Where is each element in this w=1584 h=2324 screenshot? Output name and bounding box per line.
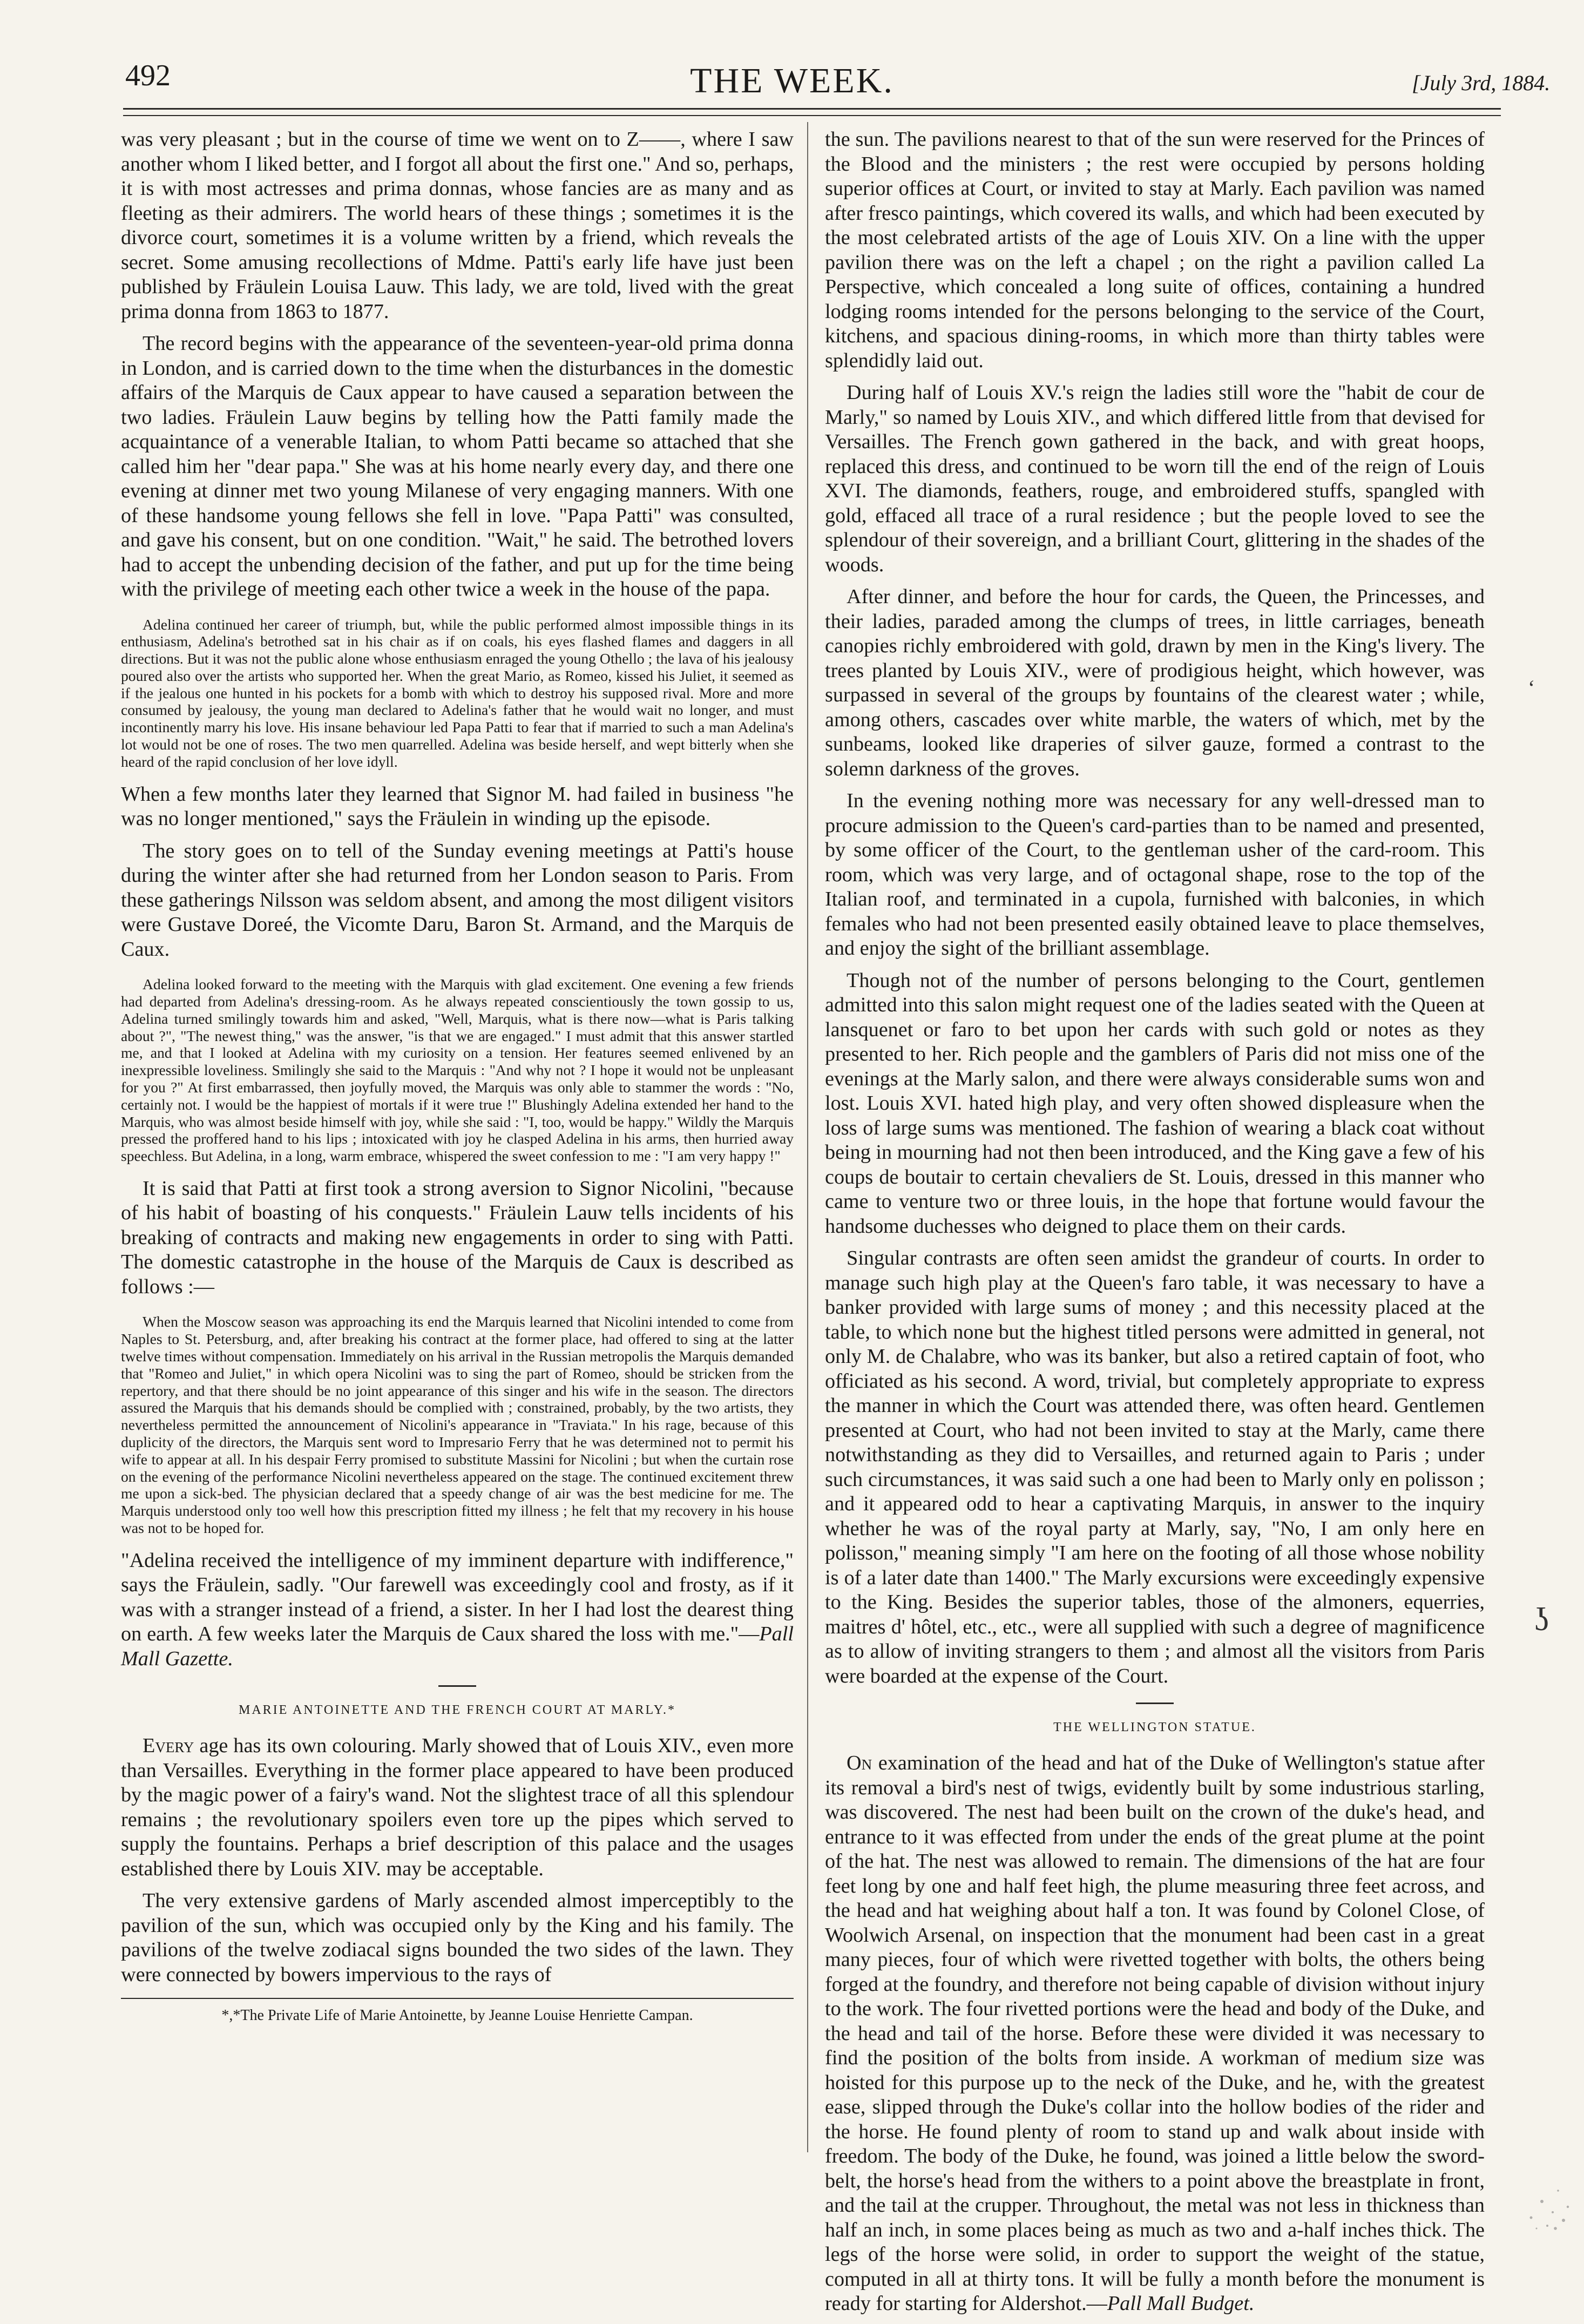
margin-bracket-mark: ʖ [1534,1602,1549,1637]
article-paragraph: When a few months later they learned that Signor M. had failed in business "he was no longer mentioned," says the Fräulein in winding up the episode. [121,782,794,830]
article-paragraph [121,1549,794,1672]
issue-date: [July 3rd, 1884. [1412,71,1551,95]
paragraph-text: examination of the head and hat of the Duke of Wellington's statue after its removal a bird's nest of twigs, evidently built by some industrious starling, was discovered. The nest had been built on the crown of the duke's head, and entrance to it was effected from under the ends of the great plume at the point of the hat. The nest was allowed to remain. The dimensions of the hat are four feet long by one and half feet high, the plume measuring three feet across, and the head and hat weighing about half a ton. It was found by Colonel Close, of Woolwich Arsenal, on inspection that the monument had been cast in a great many pieces, four of which were rivetted together with bolts, the others being forged at the foundry, and therefore not being capable of division without injury to the work. The four rivetted portions were the head and body of the Duke, and the head and tail of the horse. Before these were divided it was necessary to find the position of the bolts from inside. A workman of medium size was hoisted for this purpose up to the neck of the Duke, and he, with the greatest ease, slipped through the Duke's collar into the hollow bodies of the rider and the horse. He found plenty of room to stand up and walk about inside with freedom. The body of the Duke, he found, was joined a little below the sword-belt, the horse's head from the withers to a point above the breastplate in front, and the tail at the crupper. Throughout, the metal was not less in thickness than half an inch, in some places being as much as two and a-half inches thick. The legs of the horse were solid, in order to support the weight of the statue, computed in all at thirty tons. It will be fully a month before the monument is ready for starting for Aldershot.— [825,1752,1485,2315]
article-paragraph: The very extensive gardens of Marly ascended almost imperceptibly to the pavilion of the sun, which was occupied only by the King and his family. The pavilions of the twelve zodiacal signs bounded the two sides of the lawn. They were connected by bowers impervious to the rays of [121,1889,794,1986]
masthead-title: THE WEEK. [690,61,894,100]
left-column [121,127,794,2025]
article-paragraph: the sun. The pavilions nearest to that of the sun were reserved for the Princes of the Blood and the ministers ; the rest were occupied by persons holding superior offices at Court, or invited to stay at Marly. Each pavilion was named after fresco paintings, which covered its walls, and which had been executed by the most celebrated artists of the age of Louis XIV. On a line with the upper pavilion there was on the left a chapel ; on the right a pavilion called La Perspective, which concealed a long suite of offices, containing a hundred lodging rooms intended for the persons belonging to the service of the Court, kitchens, and spacious dining-rooms, in which more than thirty tables were splendidly laid out. [825,128,1485,372]
article-paragraph: After dinner, and before the hour for cards, the Queen, the Princesses, and their ladies, paraded among the clumps of trees, in little carriages, beneath canopies richly embroidered with gold, drawn by men in the King's livery. The trees planted by Louis XIV., were of prodigious height, which however, was surpassed in several of the groups by fountains of the clearest water ; while, among others, cascades over white marble, the waters of which, met by the sunbeams, looked like draperies of silver gauze, formed a contrast to the solemn darkness of the groves. [825,585,1485,780]
article-paragraph: The story goes on to tell of the Sunday evening meetings at Patti's house during the winter after she had returned from her London season to Paris. From these gatherings Nilsson was seldom absent, and among the most diligent visitors were Gustave Doreé, the Vicomte Daru, Baron St. Armand, and the Marquis de Caux. [121,839,794,961]
source-attribution: Pall Mall Gazette. [121,1623,794,1670]
block-quote: Adelina continued her career of triumph, but, while the public performed almost impossible things in its enthusiasm, Adelina's betrothed sat in his chair as if on coals, his eyes flashed flames and daggers in all directions. But it was not the public alone whose enthusiasm enraged the young Othello ; the lava of his jealousy poured also over the artists who supported her. When the great Mario, as Romeo, kissed his Juliet, it seemed as if the jealous one hunted in his pockets for a bomb with which to destroy his supposed rival. More and more consumed by jealousy, the young man declared to Adelina's father that he would wait no longer, and must incontinently marry his love. His insane behaviour led Papa Patti to fear that if married to such a man Adelina's lot would not be one of roses. The two men quarrelled. Adelina was beside herself, and wept bitterly when she heard of the rapid conclusion of her love idyll. [121,616,794,770]
footnote: *,*The Private Life of Marie Antoinette, by Jeanne Louise Henriette Campan. [221,2007,693,2024]
lead-word: Every [143,1734,194,1758]
article-paragraph: was very pleasant ; but in the course of time we went on to Z——, where I saw another whom I liked better, and I forgot all about the first one." And so, perhaps, it is with most actresses and prima donnas, whose fancies are as many and as fleeting as their admirers. The world hears of these things ; sometimes it is the divorce court, sometimes it is a volume written by a friend, which reveals the secret. Some amusing recollections of Mdme. Patti's early life have just been published by Fräulein Louisa Lauw. This lady, we are told, lived with the great prima donna from 1863 to 1877. [121,128,794,323]
article-paragraph: Singular contrasts are often seen amidst the grandeur of courts. In order to manage such high play at the Queen's faro table, it was necessary to have a banker provided with large sums of money ; and this necessity placed at the table, to which none but the highest titled persons were admitted in general, not only M. de Chalabre, who was its banker, but also a retired captain of foot, who officiated as his second. A word, trivial, but completely appropriate to express the manner in which the Court was attended there, was often heard. Gentlemen presented at Court, who had not been invited to stay at the Marly, came there notwithstanding as they did to Versailles, and returned again to Paris ; under such circumstances, it was said such a one had been to Marly only en polisson ; and it appeared odd to hear a captivating Marquis, in answer to the inquiry whether he was of the royal party at Marly, say, "No, I am only here en polisson," meaning simply "I am here on the footing of all those whose nobility is of a later date than 1400." The Marly excursions were exceedingly expensive to the King. Besides the superior tables, those of the almoners, equerries, maitres d' hôtel, etc., etc., were all supplied with such a degree of magnificence as to allow of inviting strangers to them ; and almost all the visitors from Paris were boarded at the expense of the Court. [825,1247,1485,1687]
footnote-rule [121,1998,794,1999]
source-attribution: Pall Mall Budget. [1107,2292,1255,2315]
article-paragraph: It is said that Patti at first took a strong aversion to Signor Nicolini, "because of his habit of boasting of his conquests." Fräulein Lauw tells incidents of his breaking of contracts and making new engagements in order to sing with Patti. The domestic catastrophe in the house of the Marquis de Caux is described as follows :— [121,1177,794,1298]
margin-tick-mark: ʻ [1528,675,1535,700]
header-rule [123,108,1501,116]
section-separator [438,1685,476,1687]
column-divider [807,122,808,2152]
paragraph-text: age has its own colouring. Marly showed that of Louis XIV., even more than Versailles. Everything in the former place appeared to have been produced by the magic power of a fairy's wand. Not the slightest trace of all this splendour remains ; the revolutionary spoilers even tore up the pipes which served to supply the fountains. Perhaps a brief description of this palace and the usages established there by Louis XIV. may be acceptable. [121,1734,794,1880]
section-heading: MARIE ANTOINETTE AND THE FRENCH COURT AT MARLY.* [239,1703,676,1718]
block-quote: When the Moscow season was approaching its end the Marquis learned that Nicolini intended to come from Naples to St. Petersburg, and, after breaking his contract at the former place, had offered to sing at the latter twelve times without compensation. Immediately on his arrival in the Russian metropolis the Marquis demanded that "Romeo and Juliet," in which opera Nicolini was to sing the part of Romeo, should be stricken from the repertory, and that there should be no joint appearance of this singer and his wife in the season. The directors assured the Marquis that his demands should be complied with ; constrained, probably, by the two artists, they nevertheless permitted the announcement of Nicolini's appearance in "Traviata." In his rage, because of this duplicity of the directors, the Marquis sent word to Impresario Ferry that he was determined not to permit his wife to appear at all. In his despair Ferry promised to substitute Massini for Nicolini ; but when the curtain rose on the evening of the performance Nicolini nevertheless appeared on the stage. The continued excitement threw me upon a sick-bed. The physician declared that a speedy change of air was the best medicine for me. The Marquis understood only too well how this prescription fitted my illness ; he felt that my recovery in his house was not to be hoped for. [121,1313,794,1536]
lead-word: On [847,1752,872,1774]
article-paragraph: During half of Louis XV.'s reign the ladies still wore the "habit de cour de Marly," so named by Louis XIV., and which differed little from that devised for Versailles. The French gown gathered in the back, and with great hoops, replaced this dress, and continued to be worn till the end of the reign of Louis XVI. The diamonds, feathers, rouge, and embroidered stuffs, spangled with gold, effaced all trace of a rural residence ; but the people loved to see the splendour of their sovereign, and a brilliant Court, glittering in the shades of the woods. [825,381,1485,576]
paragraph-text: "Adelina received the intelligence of my imminent departure with indifference," says the Fräulein, sadly. "Our farewell was exceedingly cool and frosty, as if it was with a stranger instead of a friend, a sister. In her I had lost the dearest thing on earth. A few weeks later the Marquis de Caux shared the loss with me."— [121,1549,794,1646]
paper-speckle-mark [1504,2169,1574,2234]
article-paragraph [121,1734,794,1881]
article-paragraph: Though not of the number of persons belonging to the Court, gentlemen admitted into this salon might request one of the ladies seated with the Queen at lansquenet or faro to bet upon her cards with such gold or notes as they presented to her. Rich people and the gamblers of Paris did not miss one of the evenings at the Marly salon, and there were always considerable sums won and lost. Louis XVI. hated high play, and very often showed displeasure when the loss of large sums was mentioned. The fashion of wearing a black coat without being in mourning had not then been introduced, and the King gave a few of his coups de boutair to certain chevaliers de St. Louis, dressed in this manner who came to venture two or three louis, in the hope that fortune would favour the handsome duchesses who deigned to place them on their cards. [825,969,1485,1238]
article-paragraph: The record begins with the appearance of the seventeen-year-old prima donna in London, and is carried down to the time when the disturbances in the domestic affairs of the Marquis de Caux appear to have caused a separation between the two ladies. Fräulein Lauw begins by telling how the Patti family made the acquaintance of a venerable Italian, to whom Patti became so attached that she called him her "dear papa." She was at his home nearly every day, and there one evening at dinner met two young Milanese of very engaging manners. With one of these handsome young fellows she fell in love. "Papa Patti" was consulted, and gave his consent, but on one condition. "Wait," he said. The betrothed lovers had to accept the unbending decision of the father, and put up for the time being with the privilege of meeting each other twice a week in the house of the papa. [121,332,794,600]
article-paragraph: In the evening nothing more was necessary for any well-dressed man to procure admission to the Queen's card-parties than to be named and presented, by some officer of the Court, to the gentleman usher of the card-room. This room, which was very large, and of octagonal shape, rose to the top of the Italian roof, and terminated in a cupola, furnished with balconies, in which females who had not been presented easily obtained leave to place themselves, and enjoy the sight of the brilliant assemblage. [825,789,1485,960]
page-number: 492 [125,59,171,92]
block-quote: Adelina looked forward to the meeting with the Marquis with glad excitement. One evening a few friends had departed from Adelina's dressing-room. As he always repeated conscientiously the town gossip to us, Adelina turned smilingly towards him and asked, "Well, Marquis, what is there now—what is Paris talking about ?", "The newest thing," was the answer, "is that we are engaged." I must admit that this answer startled me, and that I looked at Adelina with my curiosity on a tension. Her features seemed enlivened by an inexpressible loveliness. Smilingly she said to the Marquis : "And why not ? I hope it would not be unpleasant for you ?" At first embarrassed, then joyfully moved, the Marquis was only able to stammer the words : "No, certainly not. I would be the happiest of mortals if it were true !" Blushingly Adelina extended her hand to the Marquis, who was almost beside himself with joy, while she said : "I, too, would be happy." Wildly the Marquis pressed the proffered hand to his lips ; intoxicated with joy he clasped Adelina in his arms, then hurried away speechless. But Adelina, in a long, warm embrace, whispered the sweet confession to me : "I am very happy !" [121,976,794,1165]
section-heading: THE WELLINGTON STATUE. [1053,1720,1256,1734]
article-paragraph [825,1751,1485,2316]
right-column [825,127,1485,2324]
section-separator [1136,1703,1174,1704]
